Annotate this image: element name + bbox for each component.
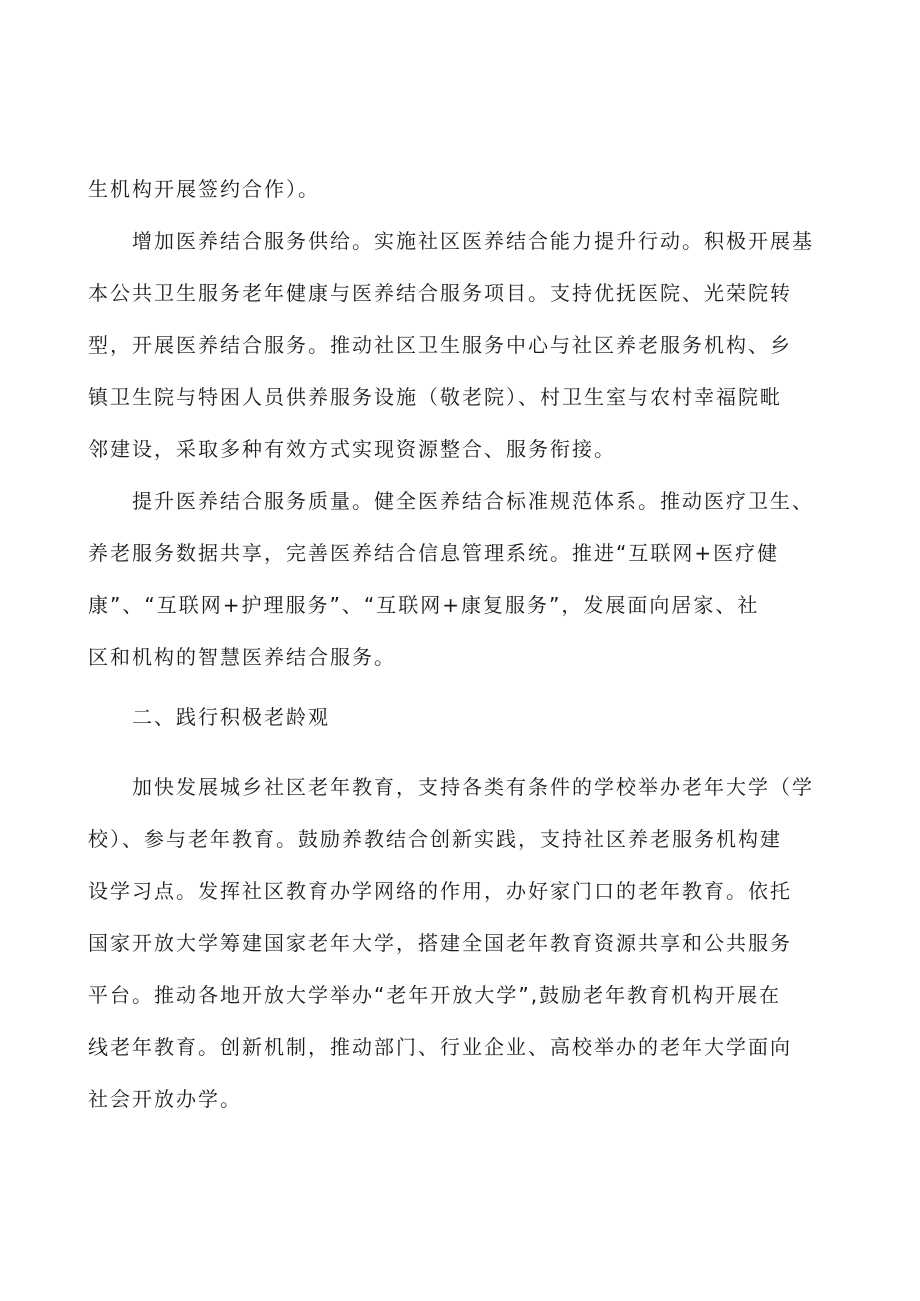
paragraph-line: 型，开展医养结合服务。推动社区卫生服务中心与社区养老服务机构、乡: [88, 333, 792, 357]
paragraph-line: 养老服务数据共享，完善医养结合信息管理系统。推进“互联网+医疗健: [88, 541, 780, 565]
section-heading: [88, 691, 848, 743]
paragraph-line: 校）、参与老年教育。鼓励养教结合创新实践，支持社区养老服务机构建: [88, 827, 782, 851]
paragraph-line: 增加医养结合服务供给。实施社区医养结合能力提升行动。积极开展基: [132, 229, 814, 253]
paragraph-line: 国家开放大学筹建国家老年大学，搭建全国老年教育资源共享和公共服务: [88, 931, 792, 955]
paragraph-line: 提升医养结合服务质量。健全医养结合标准规范体系。推动医疗卫生、: [132, 489, 814, 513]
paragraph-line: 加快发展城乡社区老年教育，支持各类有条件的学校举办老年大学（学: [132, 775, 814, 799]
paragraph-line: 康”、“互联网+护理服务”、“互联网+康复服务”，发展面向居家、社: [88, 593, 760, 617]
paragraph-line: 生机构开展签约合作）。: [88, 177, 320, 201]
paragraph-line: 邻建设，采取多种有效方式实现资源整合、服务衔接。: [88, 437, 616, 461]
paragraph-line: 区和机构的智慧医养结合服务。: [88, 645, 396, 669]
paragraph-line: 设学习点。发挥社区教育办学网络的作用，办好家门口的老年教育。依托: [88, 879, 792, 903]
paragraph-continuation: [88, 163, 848, 215]
paragraph-line: 本公共卫生服务老年健康与医养结合服务项目。支持优抚医院、光荣院转: [88, 281, 792, 305]
paragraph-elderly-education: [88, 761, 848, 1125]
paragraph-line: 社会开放办学。: [88, 1087, 242, 1111]
paragraph-line: 平台。推动各地开放大学举办“老年开放大学”,鼓励老年教育机构开展在: [88, 983, 782, 1007]
section-heading-text: 二、践行积极老龄观: [132, 705, 330, 729]
paragraph-medical-elderly-quality: [88, 475, 848, 683]
paragraph-line: 线老年教育。创新机制，推动部门、行业企业、高校举办的老年大学面向: [88, 1035, 792, 1059]
paragraph-line: 镇卫生院与特困人员供养服务设施（敬老院）、村卫生室与农村幸福院毗: [88, 385, 782, 409]
paragraph-medical-elderly-supply: [88, 215, 848, 475]
